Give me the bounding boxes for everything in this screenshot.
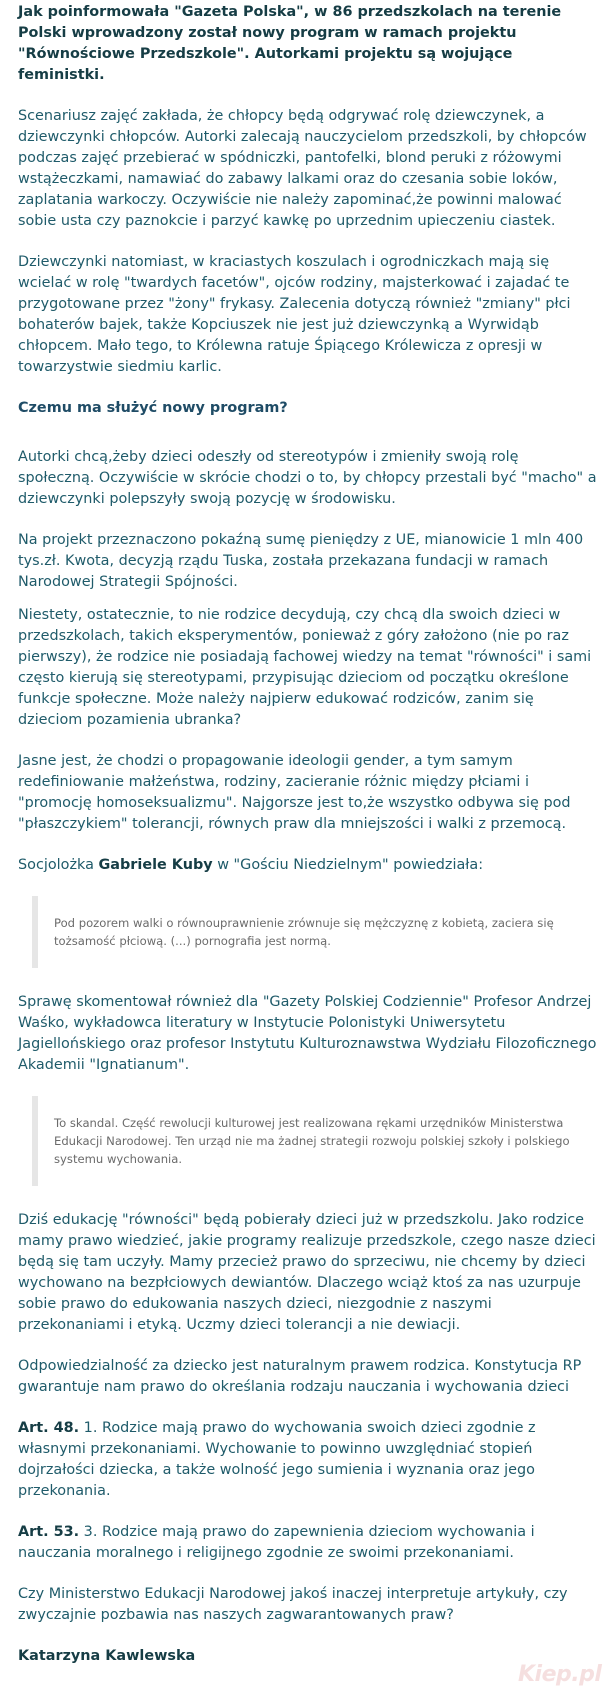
kuby-intro-after: w "Gościu Niedzielnym" powiedziała: — [212, 857, 484, 873]
paragraph: Na projekt przeznaczono pokaźną sumę pieniędzy z UE, mianowicie 1 mln 400 tys.zł. Kwota, decyzją rządu Tuska, została przekazana fundacji w ramach Narodowej Strategii Spójności. — [18, 532, 584, 590]
kuby-intro-before: Socjolożka — [18, 857, 99, 873]
paragraph: Dziś edukację "równości" będą pobierały dzieci już w przedszkolu. Jako rodzice mamy prawo wiedzieć, jakie programy realizuje przedszkole, czego nasze dzieci będą się tam uczyły. Mamy przecież prawo do sprzeciwu, nie chcemy by dzieci wychowano na bezpłciowych dewiantów. Dlaczego wciąż ktoś za nas uzurpuje sobie prawo do edukowania naszych dzieci, niezgodnie z naszymi przekonaniami i etyką. Uczmy dzieci tolerancji a nie dewiacji. — [18, 1212, 596, 1333]
quote-text: To skandal. Część rewolucji kulturowej jest realizowana rękami urzędników Ministerstwa Edukacji Narodowej. Ten urząd nie ma żadnej strategii rozwoju polskiej szkoły i polskiego systemu wychowania. — [54, 1116, 570, 1166]
article-48-label: Art. 48. — [18, 1420, 80, 1436]
kuby-intro — [18, 855, 598, 876]
paragraph-closing: Czy Ministerstwo Edukacji Narodowej jakoś inaczej interpretuje artykuły, czy zwyczajnie pozbawia nas naszych zagwarantowanych praw? — [18, 1586, 568, 1623]
blockquote-kuby — [32, 896, 598, 968]
quote-text: Pod pozorem walki o równouprawnienie zrównuje się mężczyznę z kobietą, zaciera się tożsamość płciową. (...) pornografia jest normą. — [54, 916, 554, 948]
article-48-text: 1. Rodzice mają prawo do wychowania swoich dzieci zgodnie z własnymi przekonaniami. Wychowanie to powinno uwzględniać stopień dojrzałości dziecka, a także wolność jego sumienia i wyznania oraz jego przekonania. — [18, 1420, 536, 1499]
paragraph-wasko: Sprawę skomentował również dla "Gazety Polskiej Codziennie" Profesor Andrzej Waśko, wykładowca literatury w Instytucie Polonistyki Uniwersytetu Jagiellońskiego oraz profesor Instytutu Kulturoznawstwa Wydziału Filozoficznego Akademii "Ignatianum". — [18, 994, 597, 1073]
article-body — [18, 2, 598, 1667]
article-53-label: Art. 53. — [18, 1524, 80, 1540]
paragraph: Scenariusz zajęć zakłada, że chłopcy będą odgrywać rolę dziewczynek, a dziewczynki chłopców. Autorki zalecają nauczycielom przedszkoli, by chłopców podczas zajęć przebierać w spódniczki, pantofelki, blond peruki z różowymi wstążeczkami, namawiać do zabawy lalkami oraz do czesania sobie loków, zaplatania warkoczy. Oczywiście nie należy zapominać,że powinni malować sobie usta czy paznokcie i parzyć kawkę po uprzednim upieczeniu ciastek. — [18, 108, 587, 229]
article-53 — [18, 1522, 598, 1564]
blockquote-wasko — [32, 1096, 598, 1186]
paragraph: Odpowiedzialność za dziecko jest naturalnym prawem rodzica. Konstytucja RP gwarantuje nam prawo do określania rodzaju nauczania i wychowania dzieci — [18, 1358, 582, 1395]
kuby-name: Gabriele Kuby — [98, 857, 213, 873]
article-lead: Jak poinformowała "Gazeta Polska", w 86 przedszkolach na terenie Polski wprowadzony został nowy program w ramach projektu "Równościowe Przedszkole". Autorkami projektu są wojujące feministki. — [18, 4, 562, 83]
watermark-logo: Kiep.pl — [518, 1662, 602, 1687]
paragraph: Dziewczynki natomiast, w kraciastych koszulach i ogrodniczkach mają się wcielać w rolę "twardych facetów", ojców rodziny, majsterkować i zajadać te przygotowane przez "żony" frykasy. Zalecenia dotyczą również "zmiany" płci bohaterów bajek, także Kopciuszek nie jest już dziewczynką a Wyrwidąb chłopcem. Mało tego, to Królewna ratuje Śpiącego Królewicza z opresji w towarzystwie siedmiu karlic. — [18, 254, 571, 375]
paragraph: Autorki chcą,żeby dzieci odeszły od stereotypów i zmieniły swoją rolę społeczną. Oczywiście w skrócie chodzi o to, by chłopcy przestali być "macho" a dziewczynki polepszyły swoją pozycję w środowisku. — [18, 449, 597, 507]
author-name: Katarzyna Kawlewska — [18, 1648, 196, 1664]
article-48 — [18, 1418, 598, 1502]
section-heading: Czemu ma służyć nowy program? — [18, 400, 288, 416]
paragraph: Jasne jest, że chodzi o propagowanie ideologii gender, a tym samym redefiniowanie małżeństwa, rodziny, zacieranie różnic między płciami i "promocję homoseksualizmu". Najgorsze jest to,że wszystko odbywa się pod "płaszczykiem" tolerancji, równych praw dla mniejszości i walki z przemocą. — [18, 753, 571, 832]
article-53-text: 3. Rodzice mają prawo do zapewnienia dzieciom wychowania i nauczania moralnego i religijnego zgodnie ze swoimi przekonaniami. — [18, 1524, 535, 1561]
paragraph: Niestety, ostatecznie, to nie rodzice decydują, czy chcą dla swoich dzieci w przedszkolach, takich eksperymentów, ponieważ z góry założono (nie po raz pierwszy), że rodzice nie posiadają fachowej wiedzy na temat "równości" i sami często kierują się stereotypami, przypisując dzieciom od początku określone funkcje społeczne. Może należy najpierw edukować rodziców, zanim się dzieciom pozamienia ubranka? — [18, 607, 592, 728]
